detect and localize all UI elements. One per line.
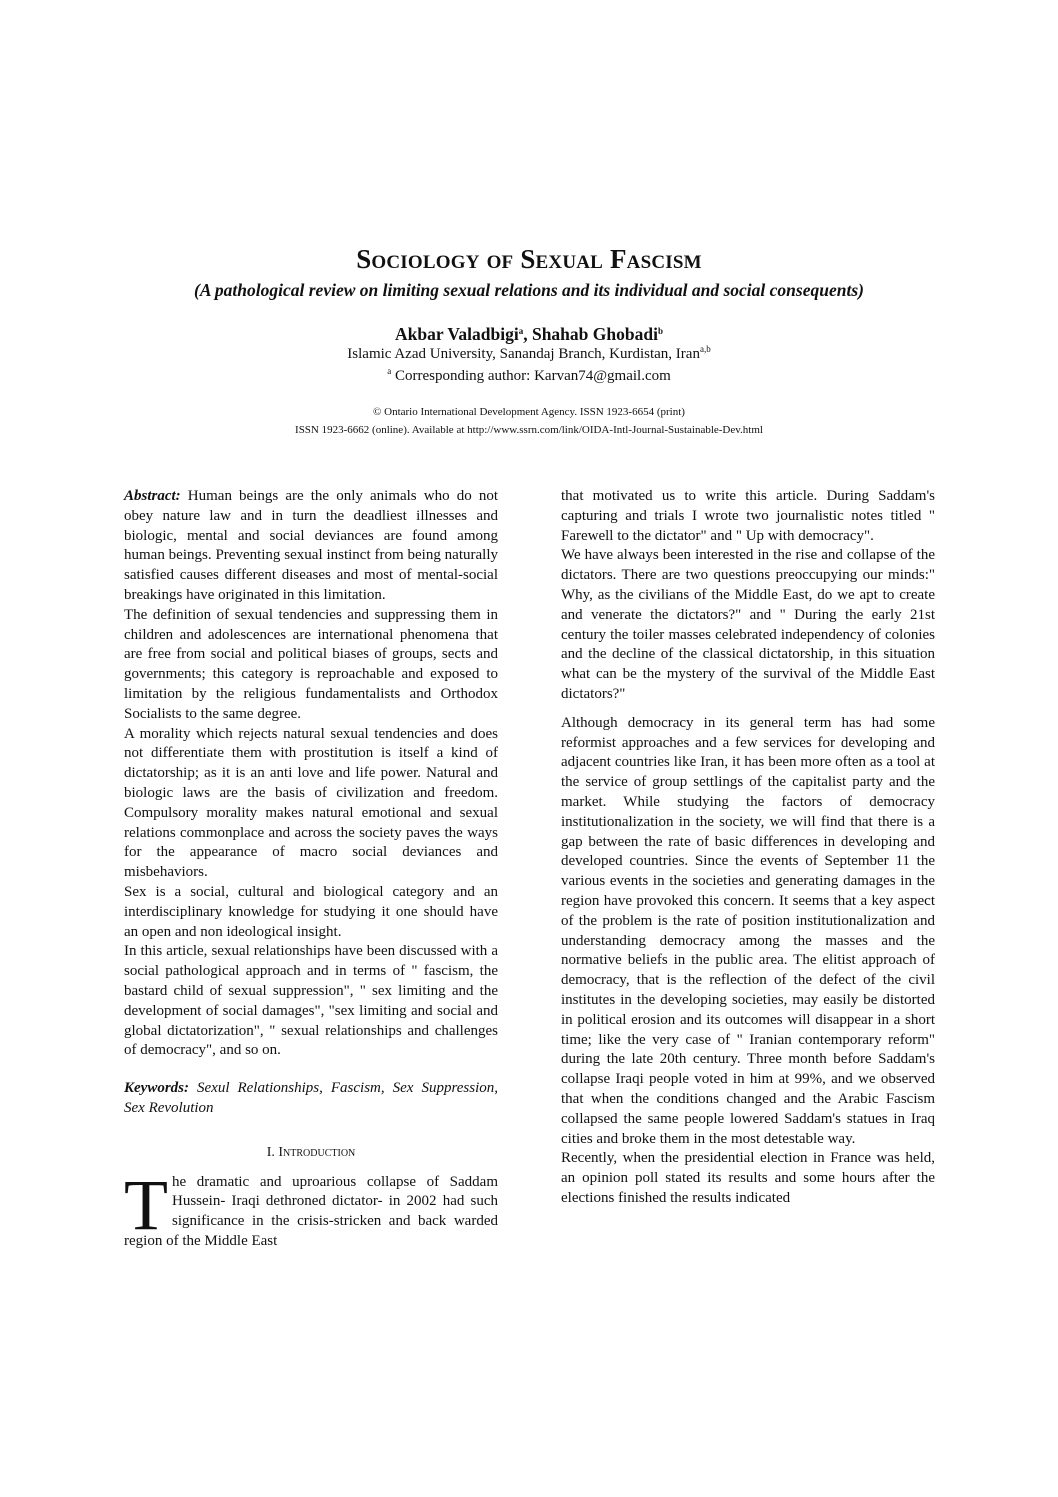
author-name: Shahab Ghobadi [531, 324, 658, 344]
affiliation-mark: a,b [699, 344, 711, 354]
paper-subtitle: (A pathological review on limiting sexual relations and its individual and social consequents) [194, 280, 864, 300]
left-column [124, 487, 498, 1252]
body-paragraph: that motivated us to write this article. During Saddam's capturing and trials I wrote two journalistic notes titled " Farewell to the dictator" and " Up with democracy". [561, 488, 935, 544]
affiliation [0, 346, 1058, 363]
corresponding-text: Corresponding author: Karvan74@gmail.com [394, 368, 671, 384]
right-column [561, 487, 935, 1209]
body-paragraph: Recently, when the presidential election in France was held, an opinion poll stated its results and some hours after the elections finished the results indicated [561, 1150, 935, 1206]
abstract-text: Human beings are the only animals who do not obey nature law and in turn the deadliest illnesses and biologic, mental and social deviances are found among human beings. Preventing sexual instinct from being naturally satisfied causes different diseases and most of mental-social breakings have originated in this limitation. [124, 488, 498, 603]
abstract-paragraph [124, 487, 498, 606]
author-affil-mark: b [657, 326, 663, 336]
body-paragraph: Although democracy in its general term has had some reformist approaches and a few services for developing and adjacent countries like Iran, it has been more often as a tool at the service of group settlings of the capitalist party and the market. While studying the factors of democracy institutionalization in the society, we will find that there is a gap between the rate of basic differences in developing and developed countries. Since the events of September 11 the various events in the societies and generating damages in the region have provoked this concern. It seems that a key aspect of the problem is the rate of position institutionalization and understanding democracy among the masses and the normative beliefs in the public area. The elitist approach of democracy, that is the reflection of the defect of the civil institutes in the developing societies, may easily be distorted in political erosion and its outcomes will disappear in a short time; like the very case of " Iranian contemporary reform" during the late 20th century. Three month before Saddam's collapse Iraqi people voted in him at 99%, and we observed that when the conditions changed and the Arabic Fascism collapsed the same people lowered Saddam's statues in Iraq cities and broke them in the most detestable way. [561, 714, 935, 1147]
corresponding-mark: a [387, 366, 392, 376]
keywords-text: Sexul Relationships, Fascism, Sex Suppression, Sex Revolution [124, 1080, 498, 1116]
intro-text: he dramatic and uproarious collapse of Saddam Hussein- Iraqi dethroned dictator- in 2002 had such significance in the crisis-stricken and back warded region of the Middle East [124, 1173, 498, 1249]
keywords [124, 1079, 498, 1119]
author-affil-mark: a [518, 326, 524, 336]
body-paragraph: We have always been interested in the rise and collapse of the dictators. There are two questions preoccupying our minds:" Why, as the civilians of the Middle East, do we apt to create and venerate the dictators?" and " During the early 21st century the toiler masses celebrated independency of colonies and the decline of the classical dictatorship, in this situation what can be the mystery of the survival of the Middle East dictators?" [561, 547, 935, 702]
abstract-label: Abstract: [124, 488, 181, 504]
abstract-paragraph: Sex is a social, cultural and biological category and an interdisciplinary knowledge for studying it one should have an open and non ideological insight. [124, 883, 498, 940]
abstract-paragraph: In this article, sexual relationships have been discussed with a social pathological approach and in terms of " fascism, the bastard child of sexual suppression", " sex limiting and the development of social damages", "sex limiting and social and global dictatorization", " sexual relationships and challenges of democracy", and so on. [124, 943, 498, 1059]
affiliation-text: Islamic Azad University, Sanandaj Branch, Kurdistan, Iran [347, 346, 700, 362]
copyright-line: © Ontario International Development Agency. ISSN 1923-6654 (print) [373, 406, 685, 418]
issn-online-line: ISSN 1923-6662 (online). Available at http://www.ssrn.com/link/OIDA-Intl-Journal-Sustainable-Dev.html [295, 424, 763, 436]
paper-title: Sociology of Sexual Fascism [356, 244, 702, 274]
author-separator: , [523, 324, 532, 344]
author-name: Akbar Valadbigi [395, 324, 519, 344]
abstract-paragraph: A morality which rejects natural sexual tendencies and does not differentiate them with prostitution is itself a kind of dictatorship; as it is an anti love and life power. Natural and biologic laws are the basis of civilization and freedom. Compulsory morality makes natural emotional and sexual relations commonplace and across the society paves the ways for the appearance of macro social deviances and misbehaviors. [124, 725, 498, 881]
section-heading: I. Introduction [266, 1144, 356, 1160]
abstract-paragraph: The definition of sexual tendencies and suppressing them in children and adolescences are international phenomena that are free from social and political biases of groups, sects and governments; this category is reproachable and exposed to limitation by the religious fundamentalists and Orthodox Socialists to the same degree. [124, 606, 498, 722]
corresponding-author [0, 368, 1058, 385]
intro-paragraph [124, 1164, 498, 1252]
keywords-label: Keywords: [124, 1080, 189, 1097]
author-line [0, 324, 1058, 345]
drop-cap: T [124, 1164, 168, 1245]
